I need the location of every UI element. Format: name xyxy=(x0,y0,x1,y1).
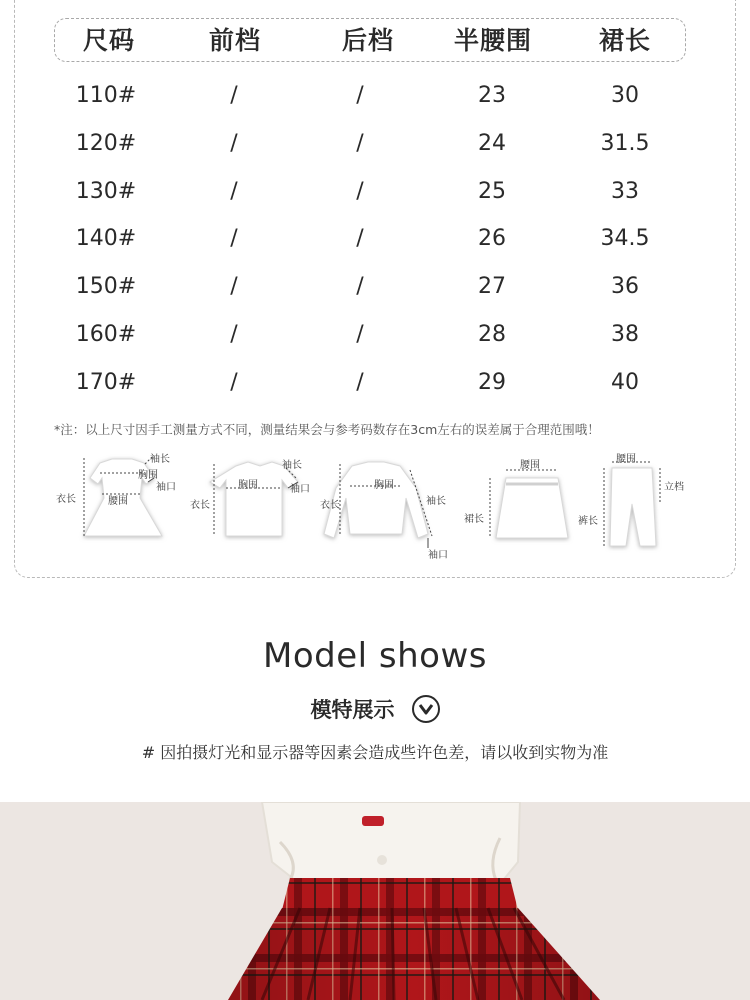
cell-skirt-length: 38 xyxy=(611,322,639,347)
cell-half-waist: 23 xyxy=(478,83,506,108)
tee-length-label: 衣长 xyxy=(190,500,210,511)
cell-skirt-length: 31.5 xyxy=(600,131,650,156)
table-row xyxy=(0,219,750,259)
sweater-length-label: 衣长 xyxy=(320,500,340,511)
cell-back-rise: / xyxy=(356,226,364,251)
header-size: 尺码 xyxy=(82,26,135,55)
model-section-title: Model shows xyxy=(263,636,487,676)
pants-diagram xyxy=(604,462,660,546)
cell-skirt-length: 33 xyxy=(611,179,639,204)
model-section-subtitle: 模特展示 xyxy=(310,698,395,722)
pants-waist-label: 腰围 xyxy=(616,454,636,465)
table-row xyxy=(0,172,750,212)
table-row xyxy=(0,267,750,307)
garment-diagrams xyxy=(50,448,710,570)
cell-back-rise: / xyxy=(356,83,364,108)
cell-size: 160# xyxy=(75,322,137,347)
sweater-chest-label: 胸围 xyxy=(374,480,394,491)
cell-back-rise: / xyxy=(356,131,364,156)
pants-rise-label: 立档 xyxy=(664,482,684,493)
cell-front-rise: / xyxy=(230,322,238,347)
skirt-diagram xyxy=(490,470,568,538)
color-disclaimer: # 因拍摄灯光和显示器等因素会造成些许色差，请以收到实物为准 xyxy=(141,743,609,762)
tee-sleeve-label: 袖长 xyxy=(282,460,302,471)
cell-back-rise: / xyxy=(356,274,364,299)
size-table-header xyxy=(54,18,686,62)
sweater-sleeve-label: 袖长 xyxy=(426,496,446,507)
cell-size: 130# xyxy=(75,179,137,204)
header-back-rise: 后档 xyxy=(341,26,394,55)
table-row xyxy=(0,124,750,164)
cell-back-rise: / xyxy=(356,370,364,395)
tee-chest-label: 胸围 xyxy=(238,480,258,491)
dress-sleeve-label: 袖长 xyxy=(150,454,170,465)
cell-skirt-length: 40 xyxy=(611,370,639,395)
header-skirt-length: 裙长 xyxy=(598,26,651,55)
cell-half-waist: 27 xyxy=(478,274,506,299)
cell-back-rise: / xyxy=(356,322,364,347)
model-photo xyxy=(0,802,750,1000)
dress-cuff-label: 袖口 xyxy=(156,482,176,493)
table-row xyxy=(0,315,750,355)
dress-length-label: 衣长 xyxy=(56,494,76,505)
model-section-subtitle-row xyxy=(0,694,750,728)
cell-size: 150# xyxy=(75,274,137,299)
cell-half-waist: 24 xyxy=(478,131,506,156)
cell-front-rise: / xyxy=(230,179,238,204)
header-half-waist: 半腰围 xyxy=(453,26,532,55)
cell-front-rise: / xyxy=(230,274,238,299)
table-row xyxy=(0,76,750,116)
sweater-cuff-label: 袖口 xyxy=(428,550,448,561)
tee-diagram xyxy=(210,462,298,536)
tee-cuff-label: 袖口 xyxy=(290,484,310,495)
cell-skirt-length: 36 xyxy=(611,274,639,299)
cell-skirt-length: 34.5 xyxy=(600,226,650,251)
cell-front-rise: / xyxy=(230,83,238,108)
dress-chest-label: 胸围 xyxy=(138,470,158,481)
cell-front-rise: / xyxy=(230,370,238,395)
cell-size: 110# xyxy=(75,83,137,108)
header-front-rise: 前档 xyxy=(208,26,261,55)
cell-size: 170# xyxy=(75,370,137,395)
pants-length-label: 裤长 xyxy=(578,516,598,527)
table-row xyxy=(0,363,750,403)
sweater-diagram xyxy=(324,462,432,548)
cell-back-rise: / xyxy=(356,179,364,204)
cell-skirt-length: 30 xyxy=(611,83,639,108)
cell-half-waist: 28 xyxy=(478,322,506,347)
cell-half-waist: 26 xyxy=(478,226,506,251)
measurement-note: *注：以上尺寸因手工测量方式不同，测量结果会与参考码数存在3cm左右的误差属于合理范围哦！ xyxy=(54,422,600,437)
dress-waist-label: 腰围 xyxy=(108,496,128,507)
cell-half-waist: 25 xyxy=(478,179,506,204)
skirt-waist-label: 腰围 xyxy=(520,460,540,471)
cell-size: 120# xyxy=(75,131,137,156)
cell-front-rise: / xyxy=(230,226,238,251)
cell-size: 140# xyxy=(75,226,137,251)
cell-front-rise: / xyxy=(230,131,238,156)
model-photo-svg xyxy=(0,802,750,1000)
skirt-length-label: 裙长 xyxy=(464,514,484,525)
cell-half-waist: 29 xyxy=(478,370,506,395)
chevron-down-icon xyxy=(412,695,440,723)
